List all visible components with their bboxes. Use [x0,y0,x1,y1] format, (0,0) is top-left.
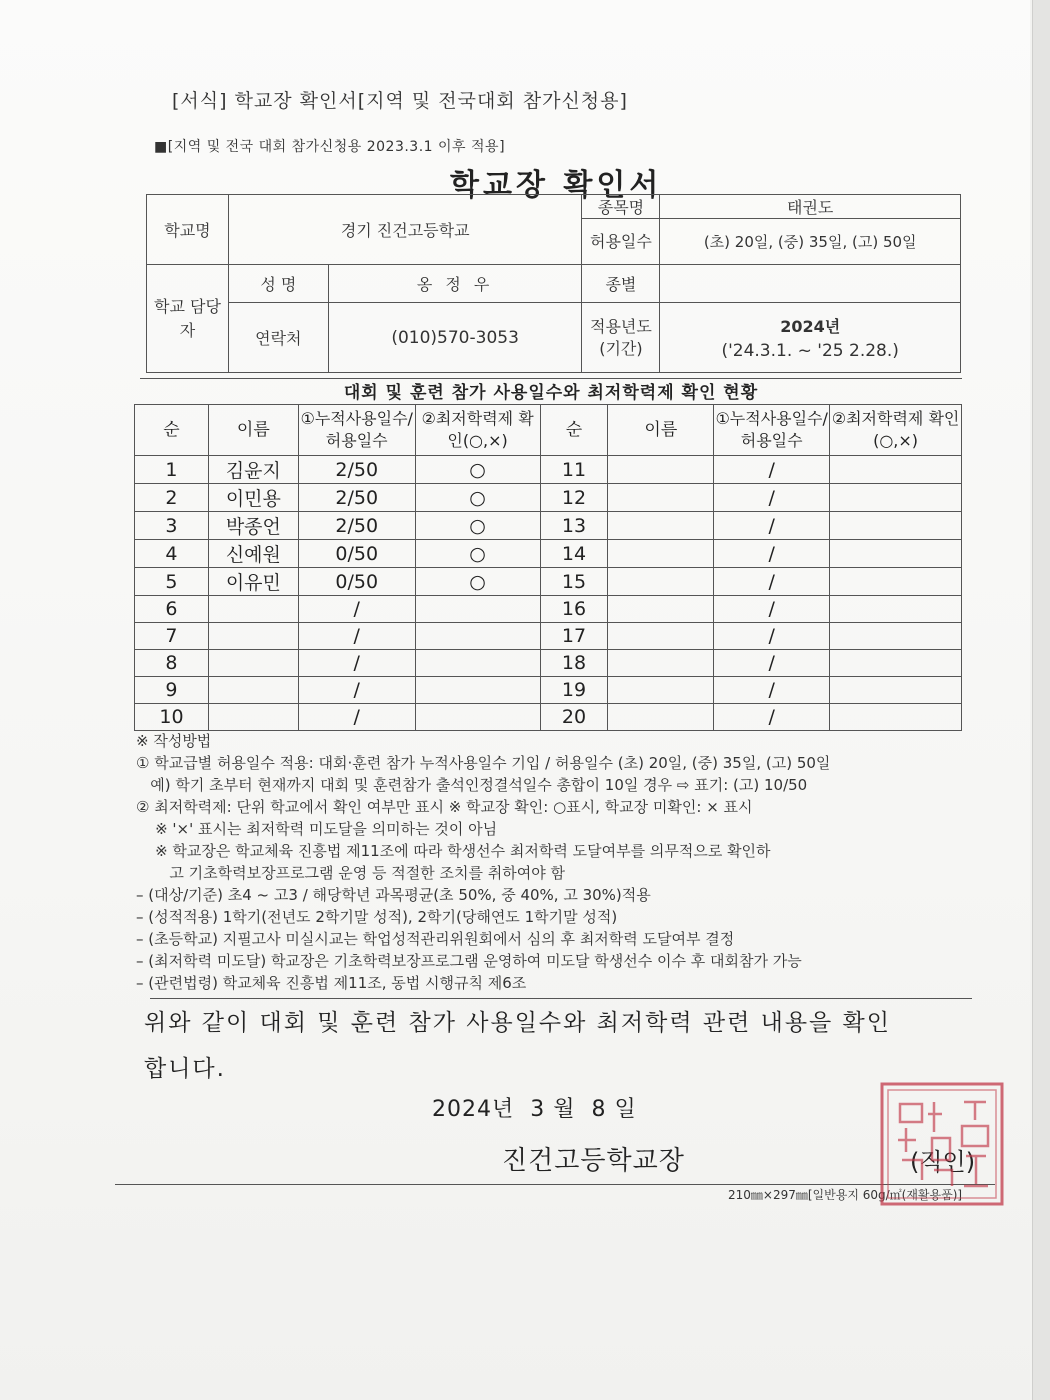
note-line: ※ '×' 표시는 최저학력 미도달을 의미하는 것이 아님 [136,820,498,838]
roster-no: 5 [135,568,209,596]
roster-check: ○ [415,456,540,484]
roster-name [208,650,298,677]
roster-check [415,704,540,731]
roster-no: 13 [540,512,608,540]
section-title: 대회 및 훈련 참가 사용일수와 최저학력제 확인 현황 [140,378,962,405]
roster-name [608,540,714,568]
roster-usage: / [714,623,830,650]
note-line: ※ 작성방법 [136,732,212,750]
roster-name: 김윤지 [208,456,298,484]
year-period [660,303,961,373]
note-line: – (최저학력 미도달) 학교장은 기초학력보장프로그램 운영하여 미도달 학생선수 이수 후 대회참가 가능 [136,952,802,970]
roster-check [830,596,962,623]
roster-row [135,704,962,731]
roster-usage: / [714,650,830,677]
note-line: – (초등학교) 지필고사 미실시교는 학업성적관리위원회에서 심의 후 최저학력 도달여부 결정 [136,930,735,948]
note-line: ※ 학교장은 학교체육 진흥법 제11조에 따라 학생선수 최저학력 도달여부를 의무적으로 확인하 [136,842,771,860]
contact-value: (010)570-3053 [328,303,582,373]
roster-header-row [135,405,962,456]
roster-usage: / [298,677,415,704]
roster-row [135,512,962,540]
document-title: 학교장 확인서 [450,168,663,203]
roster-name [608,704,714,731]
roster-usage: 2/50 [298,456,415,484]
roster-check [830,568,962,596]
header-no-2: 순 [540,405,608,456]
roster-no: 1 [135,456,209,484]
roster-check [830,484,962,512]
roster-no: 10 [135,704,209,731]
roster-check [830,677,962,704]
roster-row [135,650,962,677]
roster-usage: / [714,484,830,512]
note-line: – (대상/기준) 초4 ~ 고3 / 해당학년 과목평균(초 50%, 중 40%, 고 30%)적용 [136,886,651,904]
roster-row [135,596,962,623]
roster-name [608,568,714,596]
sport-value: 태권도 [660,195,961,219]
roster-usage: / [714,512,830,540]
roster-no: 3 [135,512,209,540]
roster-row [135,623,962,650]
roster-name: 이민용 [208,484,298,512]
roster-check [415,623,540,650]
note-line: ① 학교급별 허용일수 적용: 대회·훈련 참가 누적사용일수 기입 / 허용일수 (초) 20일, (중) 35일, (고) 50일 [136,754,831,772]
name-label: 성 명 [228,265,328,303]
note-line: – (관련법령) 학교체육 진흥법 제11조, 동법 시행규칙 제6조 [136,974,527,992]
roster-usage: / [298,596,415,623]
name-value: 옹 정 우 [328,265,582,303]
roster-name [608,596,714,623]
sport-label: 종목명 [582,195,660,219]
roster-check [830,704,962,731]
roster-usage: 0/50 [298,540,415,568]
roster-row [135,568,962,596]
roster-name [608,456,714,484]
manager-label: 학교 담당자 [147,265,229,373]
roster-no: 14 [540,540,608,568]
header-no: 순 [135,405,209,456]
roster-usage: / [714,456,830,484]
school-label: 학교명 [147,195,229,265]
roster-no: 4 [135,540,209,568]
roster-name [608,484,714,512]
roster-row [135,484,962,512]
gender-value [660,265,961,303]
roster-no: 11 [540,456,608,484]
roster-name [608,512,714,540]
issue-date: 2024년 3 월 8 일 [432,1097,637,1122]
sub-title: ■[지역 및 전국 대회 참가신청용 2023.3.1 이후 적용] [154,139,506,155]
background-edge [1032,0,1050,1400]
roster-check [415,596,540,623]
allowed-value: (초) 20일, (중) 35일, (고) 50일 [660,219,961,265]
roster-no: 18 [540,650,608,677]
seal-label: (직인) [910,1148,976,1176]
roster-name [608,677,714,704]
confirmation-line-1: 위와 같이 대회 및 훈련 참가 사용일수와 최저학력 관련 내용을 확인 [144,1010,891,1036]
roster-usage: / [298,623,415,650]
roster-check [830,650,962,677]
roster-usage: / [714,540,830,568]
period-value: ('24.3.1. ~ '25 2.28.) [721,341,899,361]
header-check-2: ②최저학력제 확인(○,×) [830,405,962,456]
roster-name: 박종언 [208,512,298,540]
roster-check [830,512,962,540]
note-line: 예) 학기 초부터 현재까지 대회 및 훈련참가 출석인정결석일수 총합이 10일 경우 ⇨ 표기: (고) 10/50 [136,776,808,794]
roster-usage: / [714,704,830,731]
note-line: ② 최저학력제: 단위 학교에서 확인 여부만 표시 ※ 학교장 확인: ○표시, 학교장 미확인: × 표시 [136,798,753,816]
header-name: 이름 [208,405,298,456]
roster-check: ○ [415,568,540,596]
confirmation-text [144,1000,964,1092]
roster-usage: / [714,568,830,596]
note-line: – (성적적용) 1학기(전년도 2학기말 성적), 2학기(당해연도 1학기말 성적) [136,908,618,926]
header-usage-2: ①누적사용일수/허용일수 [714,405,830,456]
roster-check: ○ [415,512,540,540]
roster-row [135,677,962,704]
header-usage: ①누적사용일수/허용일수 [298,405,415,456]
roster-no: 8 [135,650,209,677]
roster-no: 16 [540,596,608,623]
allowed-label: 허용일수 [582,219,660,265]
roster-check [415,650,540,677]
form-title: [서식] 학교장 확인서[지역 및 전국대회 참가신청용] [172,90,628,112]
header-check: ②최저학력제 확인(○,×) [415,405,540,456]
roster-usage: / [298,650,415,677]
year-label: 적용년도 (기간) [582,303,660,373]
roster-body [135,405,962,731]
roster-check [415,677,540,704]
roster-no: 19 [540,677,608,704]
school-seal-stamp [876,1078,1008,1210]
roster-usage: / [298,704,415,731]
principal-title: 진건고등학교장 [502,1146,685,1176]
roster-usage: 0/50 [298,568,415,596]
confirmation-line-2: 합니다. [144,1056,226,1082]
roster-check [830,623,962,650]
note-line: 고 기초학력보장프로그램 운영 등 적절한 조치를 취하여야 함 [136,864,566,882]
roster-usage: / [714,677,830,704]
roster-usage: 2/50 [298,484,415,512]
roster-no: 12 [540,484,608,512]
roster-no: 6 [135,596,209,623]
roster-name [608,623,714,650]
footer-divider [115,1184,995,1185]
roster-no: 9 [135,677,209,704]
year-value: 2024년 [780,317,841,336]
roster-no: 15 [540,568,608,596]
roster-check [830,456,962,484]
roster-usage: 2/50 [298,512,415,540]
roster-no: 17 [540,623,608,650]
roster-name [208,677,298,704]
roster-check [830,540,962,568]
roster-name [608,650,714,677]
divider [150,998,972,999]
roster-no: 7 [135,623,209,650]
roster-name [208,596,298,623]
roster-name [208,704,298,731]
roster-name [208,623,298,650]
roster-no: 2 [135,484,209,512]
roster-row [135,540,962,568]
roster-check: ○ [415,484,540,512]
roster-row [135,456,962,484]
school-value: 경기 진건고등학교 [228,195,582,265]
roster-no: 20 [540,704,608,731]
header-name-2: 이름 [608,405,714,456]
writing-notes [136,730,966,994]
roster-table [134,404,962,731]
contact-label: 연락처 [228,303,328,373]
roster-name: 이유민 [208,568,298,596]
gender-label: 종별 [582,265,660,303]
roster-name: 신예원 [208,540,298,568]
roster-usage: / [714,596,830,623]
info-table [146,194,961,373]
roster-check: ○ [415,540,540,568]
paper-spec: 210㎜×297㎜[일반용지 60g/㎡(재활용품)] [728,1188,963,1202]
